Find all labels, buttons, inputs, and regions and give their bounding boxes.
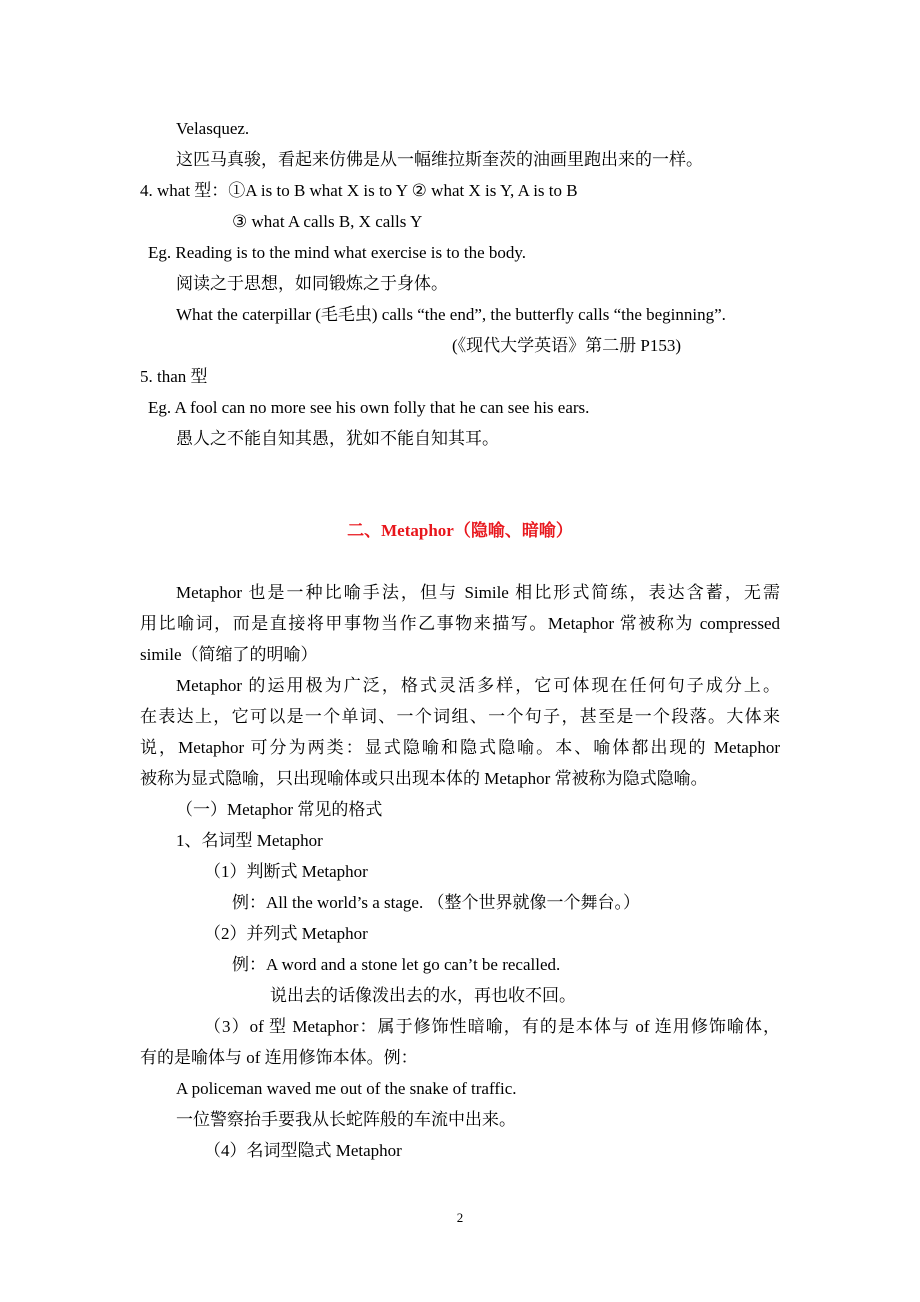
subsection-heading: 1、名词型 Metaphor [176, 831, 323, 850]
text-line: 阅读之于思想，如同锻炼之于身体。 [176, 274, 448, 293]
example-line: 例：A word and a stone let go can’t be recalled. [232, 955, 561, 974]
citation: (《现代大学英语》第二册 P153) [452, 336, 682, 355]
subsection-heading: （一）Metaphor 常见的格式 [176, 800, 383, 819]
subsection-heading: （2）并列式 Metaphor [204, 924, 368, 943]
example-line: 一位警察抬手要我从长蛇阵般的车流中出来。 [176, 1110, 516, 1129]
paragraph-line: simile（简缩了的明喻） [140, 645, 318, 664]
text-line: Velasquez. [176, 119, 250, 138]
example-line: 说出去的话像泼出去的水，再也收不回。 [270, 986, 576, 1005]
subsection-heading: （1）判断式 Metaphor [204, 862, 368, 881]
paragraph-line: 有的是喻体与 of 连用修饰本体。例： [140, 1048, 418, 1067]
paragraph-line: （3）of 型 Metaphor：属于修饰性暗喻，有的是本体与 of 连用修饰喻体， [204, 1017, 780, 1036]
example-line: A policeman waved me out of the snake of traffic. [176, 1079, 517, 1098]
paragraph-line: 说，Metaphor 可分为两类：显式隐喻和隐式隐喻。本、喻体都出现的 Metaphor [140, 738, 780, 757]
paragraph-line: 在表达上，它可以是一个单词、一个词组、一个句子，甚至是一个段落。大体来 [140, 707, 780, 726]
text-line: What the caterpillar (毛毛虫) calls “the end”, the butterfly calls “the beginning”. [176, 305, 726, 324]
paragraph-line: 被称为显式隐喻，只出现喻体或只出现本体的 Metaphor 常被称为隐式隐喻。 [140, 769, 708, 788]
text-line: 这匹马真骏，看起来仿佛是从一幅维拉斯奎茨的油画里跑出来的一样。 [176, 150, 703, 169]
text-line: Eg. A fool can no more see his own folly that he can see his ears. [148, 398, 590, 417]
text-line: 4. what 型：①A is to B what X is to Y ② what X is Y, A is to B [140, 181, 578, 200]
paragraph-line: 用比喻词，而是直接将甲事物当作乙事物来描写。Metaphor 常被称为 compressed [140, 614, 780, 633]
example-line: 例：All the world’s a stage. （整个世界就像一个舞台。） [232, 893, 640, 912]
paragraph-line: Metaphor 的运用极为广泛，格式灵活多样，它可体现在任何句子成分上。 [176, 676, 780, 695]
text-line: Eg. Reading is to the mind what exercise is to the body. [148, 243, 527, 262]
page-number: 2 [456, 1210, 464, 1225]
text-line: ③ what A calls B, X calls Y [232, 212, 423, 231]
text-line: 5. than 型 [140, 367, 208, 386]
paragraph-line: Metaphor 也是一种比喻手法，但与 Simile 相比形式简练，表达含蓄，无需 [176, 583, 780, 602]
text-line: 愚人之不能自知其愚，犹如不能自知其耳。 [176, 429, 499, 448]
section-heading: 二、Metaphor（隐喻、暗喻） [347, 521, 573, 540]
subsection-heading: （4）名词型隐式 Metaphor [204, 1141, 402, 1160]
